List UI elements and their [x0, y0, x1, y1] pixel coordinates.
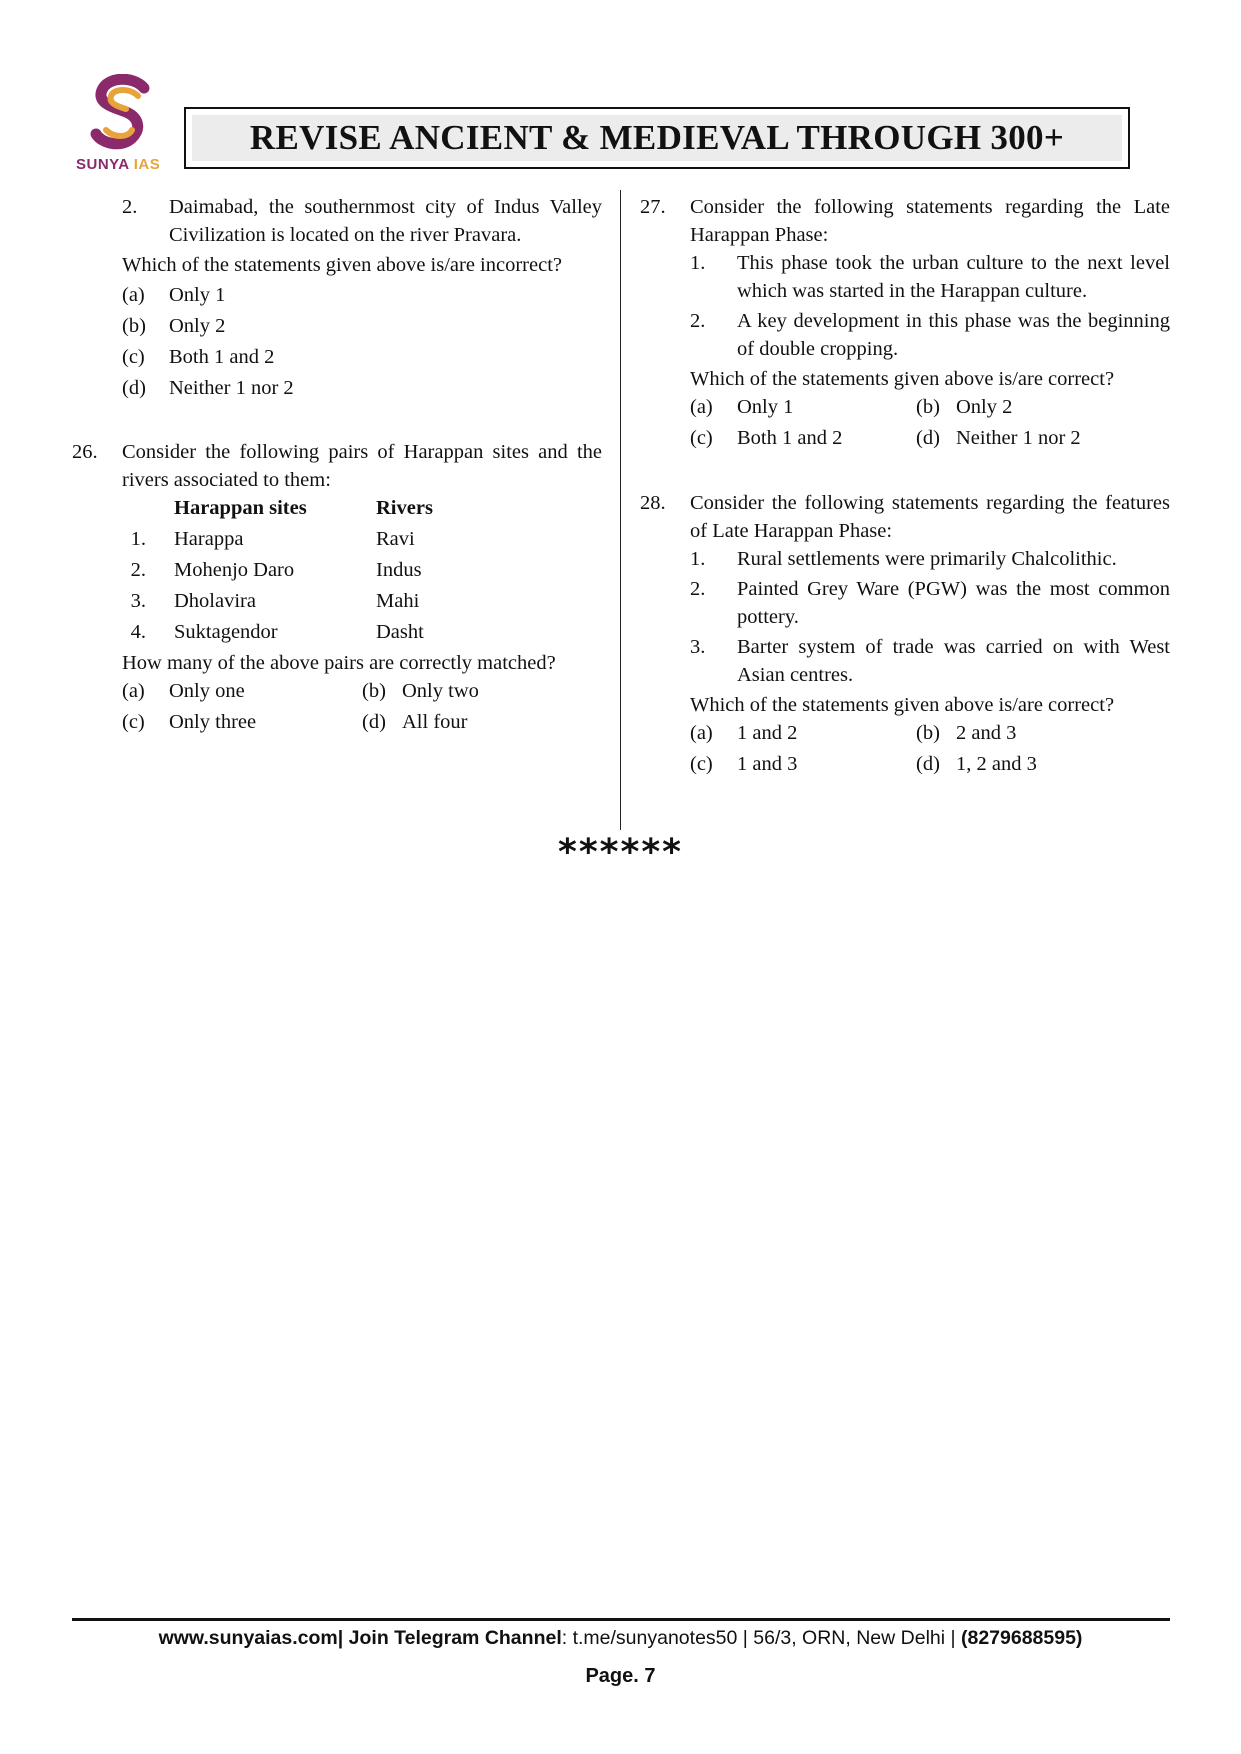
pair-river: Mahi: [376, 590, 420, 612]
option-label: (d): [916, 753, 940, 775]
statement-text: Daimabad, the southernmost city of Indus Valley Civilization is located on the river Pravara.: [169, 196, 602, 246]
brand-sunya: SUNYA: [76, 156, 130, 173]
option-text: Only 1: [169, 284, 226, 306]
options-grid: [640, 719, 1170, 781]
option-text: 1 and 3: [737, 753, 798, 775]
question-26: [72, 438, 602, 494]
pairs-header: [122, 494, 602, 522]
option-a[interactable]: [122, 677, 362, 705]
option-b[interactable]: [916, 719, 1168, 747]
option-label: (b): [916, 396, 940, 418]
option-d[interactable]: [362, 708, 602, 736]
option-label: (a): [690, 396, 713, 418]
option-label: (b): [122, 315, 146, 337]
option-label: (c): [122, 346, 145, 368]
pair-number: 1.: [130, 528, 146, 550]
option-text: 1, 2 and 3: [956, 753, 1037, 775]
statements-list: [640, 249, 1170, 363]
option-label: (a): [122, 680, 145, 702]
sunya-ias-logo: [76, 74, 168, 174]
statement-text: This phase took the urban culture to the next level which was started in the Harappan culture.: [737, 252, 1170, 302]
pair-number: 3.: [130, 590, 146, 612]
option-label: (a): [122, 284, 145, 306]
option-text: Only 2: [956, 396, 1013, 418]
brand-name: [76, 156, 176, 173]
statement-item: [690, 307, 1170, 363]
statement-item: [690, 545, 1170, 573]
statement-number: 3.: [690, 636, 706, 658]
pair-site: Mohenjo Daro: [174, 559, 295, 581]
pair-river: Dasht: [376, 621, 424, 643]
statement-item: [690, 575, 1170, 631]
column-header-sites: Harappan sites: [174, 497, 307, 519]
sunya-s-logo-icon: [86, 74, 158, 152]
question-28: [640, 489, 1170, 545]
page-title: REVISE ANCIENT & MEDIEVAL THROUGH 300+: [249, 118, 1065, 157]
option-d[interactable]: [122, 374, 602, 402]
options-list: [72, 281, 602, 402]
option-label: (a): [690, 722, 713, 744]
statement-number: 2.: [122, 196, 138, 218]
page-title-box: [184, 107, 1130, 169]
option-label: (d): [122, 377, 146, 399]
question-number: 26.: [72, 441, 98, 463]
footer-phone: (8279688595): [960, 1627, 1083, 1649]
option-b[interactable]: [916, 393, 1168, 421]
option-label: (d): [362, 711, 386, 733]
column-divider: [620, 190, 621, 830]
pairs-table: [72, 494, 602, 646]
option-label: (b): [362, 680, 386, 702]
option-text: Only 2: [169, 315, 226, 337]
pair-river: Ravi: [376, 528, 415, 550]
question-number: 27.: [640, 196, 666, 218]
column-header-rivers: Rivers: [376, 497, 433, 519]
option-a[interactable]: [122, 281, 602, 309]
statement-text: Barter system of trade was carried on with West Asian centres.: [737, 636, 1170, 686]
question-27: [640, 193, 1170, 249]
question-prompt: Which of the statements given above is/are correct?: [690, 368, 1115, 390]
option-c[interactable]: [690, 750, 942, 778]
option-text: Neither 1 nor 2: [956, 427, 1081, 449]
option-d[interactable]: [916, 750, 1168, 778]
pair-row: [122, 618, 602, 646]
option-label: (d): [916, 427, 940, 449]
brand-ias: IAS: [133, 156, 161, 173]
statement-item: [690, 249, 1170, 305]
statement-number: 2.: [690, 578, 706, 600]
statement-text: Rural settlements were primarily Chalcolithic.: [737, 548, 1117, 570]
options-grid: [72, 677, 602, 739]
option-c[interactable]: [690, 424, 942, 452]
statement-item: [690, 633, 1170, 689]
statement-number: 2.: [690, 310, 706, 332]
question-text: Consider the following pairs of Harappan sites and the rivers associated to them:: [122, 441, 602, 491]
option-label: (c): [122, 711, 145, 733]
pair-river: Indus: [376, 559, 422, 581]
footer-telegram-label: Join Telegram Channel: [348, 1627, 562, 1649]
option-text: Only 1: [737, 396, 794, 418]
question-text: Consider the following statements regarding the features of Late Harappan Phase:: [690, 492, 1170, 542]
question-prompt: How many of the above pairs are correctly matched?: [122, 652, 556, 674]
option-text: Neither 1 nor 2: [169, 377, 294, 399]
footer-separator: |: [337, 1627, 349, 1649]
pair-row: [122, 525, 602, 553]
footer-contact: [0, 1627, 1241, 1650]
option-text: Both 1 and 2: [737, 427, 843, 449]
pair-row: [122, 556, 602, 584]
left-column: [72, 193, 602, 739]
option-b[interactable]: [362, 677, 602, 705]
page-number: Page. 7: [585, 1665, 656, 1687]
option-text: Only three: [169, 711, 257, 733]
statements-list: [640, 545, 1170, 689]
option-text: 2 and 3: [956, 722, 1017, 744]
option-text: All four: [402, 711, 468, 733]
option-text: 1 and 2: [737, 722, 798, 744]
statement-item: [122, 193, 602, 249]
question-25-continued: [72, 193, 602, 249]
statement-number: 1.: [690, 548, 706, 570]
option-label: (b): [916, 722, 940, 744]
question-prompt: Which of the statements given above is/are correct?: [690, 694, 1115, 716]
footer-website[interactable]: www.sunyaias.com: [158, 1627, 338, 1649]
statement-text: A key development in this phase was the beginning of double cropping.: [737, 310, 1170, 360]
question-number: 28.: [640, 492, 666, 514]
option-d[interactable]: [916, 424, 1168, 452]
options-grid: [640, 393, 1170, 455]
pair-number: 4.: [130, 621, 146, 643]
pair-row: [122, 587, 602, 615]
option-text: Only two: [402, 680, 479, 702]
footer-divider: [72, 1618, 1170, 1621]
pair-site: Harappa: [174, 528, 244, 550]
end-marker: ******: [558, 832, 683, 873]
footer-telegram-link[interactable]: : t.me/sunyanotes50 | 56/3, ORN, New Delhi |: [561, 1627, 961, 1649]
pair-site: Suktagendor: [174, 621, 278, 643]
option-text: Both 1 and 2: [169, 346, 275, 368]
option-a[interactable]: [690, 719, 942, 747]
right-column: [640, 193, 1170, 781]
option-a[interactable]: [690, 393, 942, 421]
question-prompt: Which of the statements given above is/are incorrect?: [122, 254, 562, 276]
option-label: (c): [690, 753, 713, 775]
pair-number: 2.: [130, 559, 146, 581]
question-text: Consider the following statements regarding the Late Harappan Phase:: [690, 196, 1170, 246]
option-b[interactable]: [122, 312, 602, 340]
option-text: Only one: [169, 680, 245, 702]
option-label: (c): [690, 427, 713, 449]
option-c[interactable]: [122, 708, 362, 736]
option-c[interactable]: [122, 343, 602, 371]
statement-text: Painted Grey Ware (PGW) was the most common pottery.: [737, 578, 1170, 628]
statement-number: 1.: [690, 252, 706, 274]
pair-site: Dholavira: [174, 590, 256, 612]
